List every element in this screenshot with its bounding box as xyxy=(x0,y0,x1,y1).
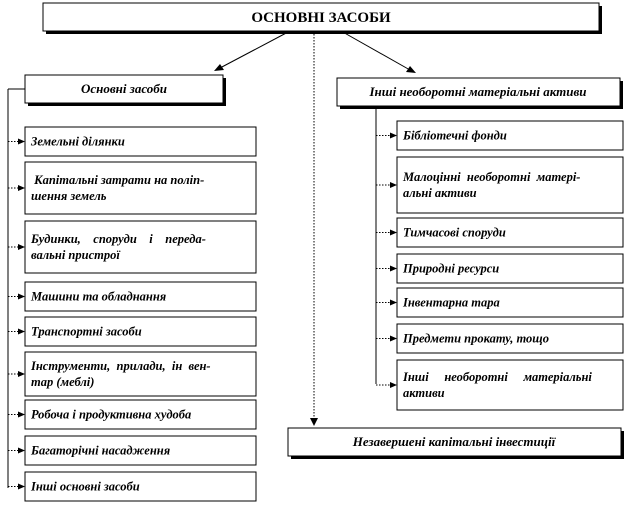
left-item-7 xyxy=(8,400,256,429)
right-items xyxy=(376,121,623,410)
right-item-1 xyxy=(376,121,623,150)
left-item-2 xyxy=(8,162,256,214)
right-header-box xyxy=(337,78,623,109)
connector-arrow xyxy=(390,300,397,306)
left-item-4 xyxy=(8,282,256,311)
item-box xyxy=(397,157,623,213)
item-label-line: Інвентарна тара xyxy=(403,295,500,310)
connector-arrow xyxy=(18,448,25,454)
item-label-line: Інструменти, прилади, ін вен- xyxy=(31,359,211,373)
item-label-line: Робоча і продуктивна худоба xyxy=(31,407,192,422)
item-label-line: Предмети прокату, тощо xyxy=(403,331,549,346)
right-item-3 xyxy=(376,218,623,247)
right-item-4 xyxy=(376,254,623,283)
bottom-label: Незавершені капітальні інвестиції xyxy=(352,434,556,449)
item-label-line: альні активи xyxy=(403,186,477,200)
bottom-box xyxy=(288,428,624,459)
connector-arrow xyxy=(390,336,397,342)
item-label-line: Будинки, споруди і переда- xyxy=(31,232,206,246)
left-item-9 xyxy=(8,472,256,501)
connector-arrow xyxy=(390,182,397,188)
right-header-label: Інші необоротні матеріальні активи xyxy=(369,84,587,99)
connector-arrow xyxy=(390,133,397,139)
right-item-7 xyxy=(376,360,623,410)
item-label-line: Тимчасові споруди xyxy=(403,225,506,240)
item-label-line: Капітальні затрати на поліп- xyxy=(31,173,205,187)
connector-arrow xyxy=(18,412,25,418)
item-label-line: вальні пристрої xyxy=(31,248,120,262)
item-box xyxy=(25,162,256,214)
item-label-line: Природні ресурси xyxy=(403,261,500,276)
item-box xyxy=(25,221,256,273)
left-header-label: Основні засоби xyxy=(81,81,167,96)
item-box xyxy=(397,360,623,410)
connector-arrow xyxy=(18,484,25,490)
right-item-2 xyxy=(376,157,623,213)
left-header-box xyxy=(25,75,226,106)
connector-arrow xyxy=(18,371,25,377)
connector-arrow xyxy=(18,244,25,250)
item-label-line: Машини та обладнання xyxy=(31,289,167,304)
left-item-8 xyxy=(8,436,256,465)
item-label-line: активи xyxy=(403,386,445,400)
item-label-line: Інші необоротні матеріальні xyxy=(403,370,592,384)
diagram-title: ОСНОВНІ ЗАСОБИ xyxy=(251,10,391,26)
left-item-1 xyxy=(8,127,256,156)
connector-arrow xyxy=(18,139,25,145)
item-label-line: Інші основні засоби xyxy=(31,479,140,494)
connector-arrow xyxy=(390,230,397,236)
item-label-line: Малоцінні необоротні матері- xyxy=(403,170,581,184)
item-label-line: Багаторічні насадження xyxy=(31,443,171,458)
left-item-3 xyxy=(8,221,256,273)
left-item-6 xyxy=(8,352,256,396)
item-label-line: Транспортні засоби xyxy=(31,324,142,339)
right-item-6 xyxy=(376,324,623,353)
left-items xyxy=(8,127,256,501)
item-label-line: Бібліотечні фонди xyxy=(403,128,507,143)
left-item-5 xyxy=(8,317,256,346)
item-label-line: шення земель xyxy=(31,189,107,203)
connector-arrow xyxy=(390,266,397,272)
right-item-5 xyxy=(376,288,623,317)
connector-arrow xyxy=(18,185,25,191)
title-box xyxy=(43,3,602,34)
connector-arrow xyxy=(390,382,397,388)
connector-arrow xyxy=(18,329,25,335)
item-label-line: тар (меблі) xyxy=(31,375,95,389)
item-label-line: Земельні ділянки xyxy=(31,134,125,149)
connector-arrow xyxy=(18,294,25,300)
